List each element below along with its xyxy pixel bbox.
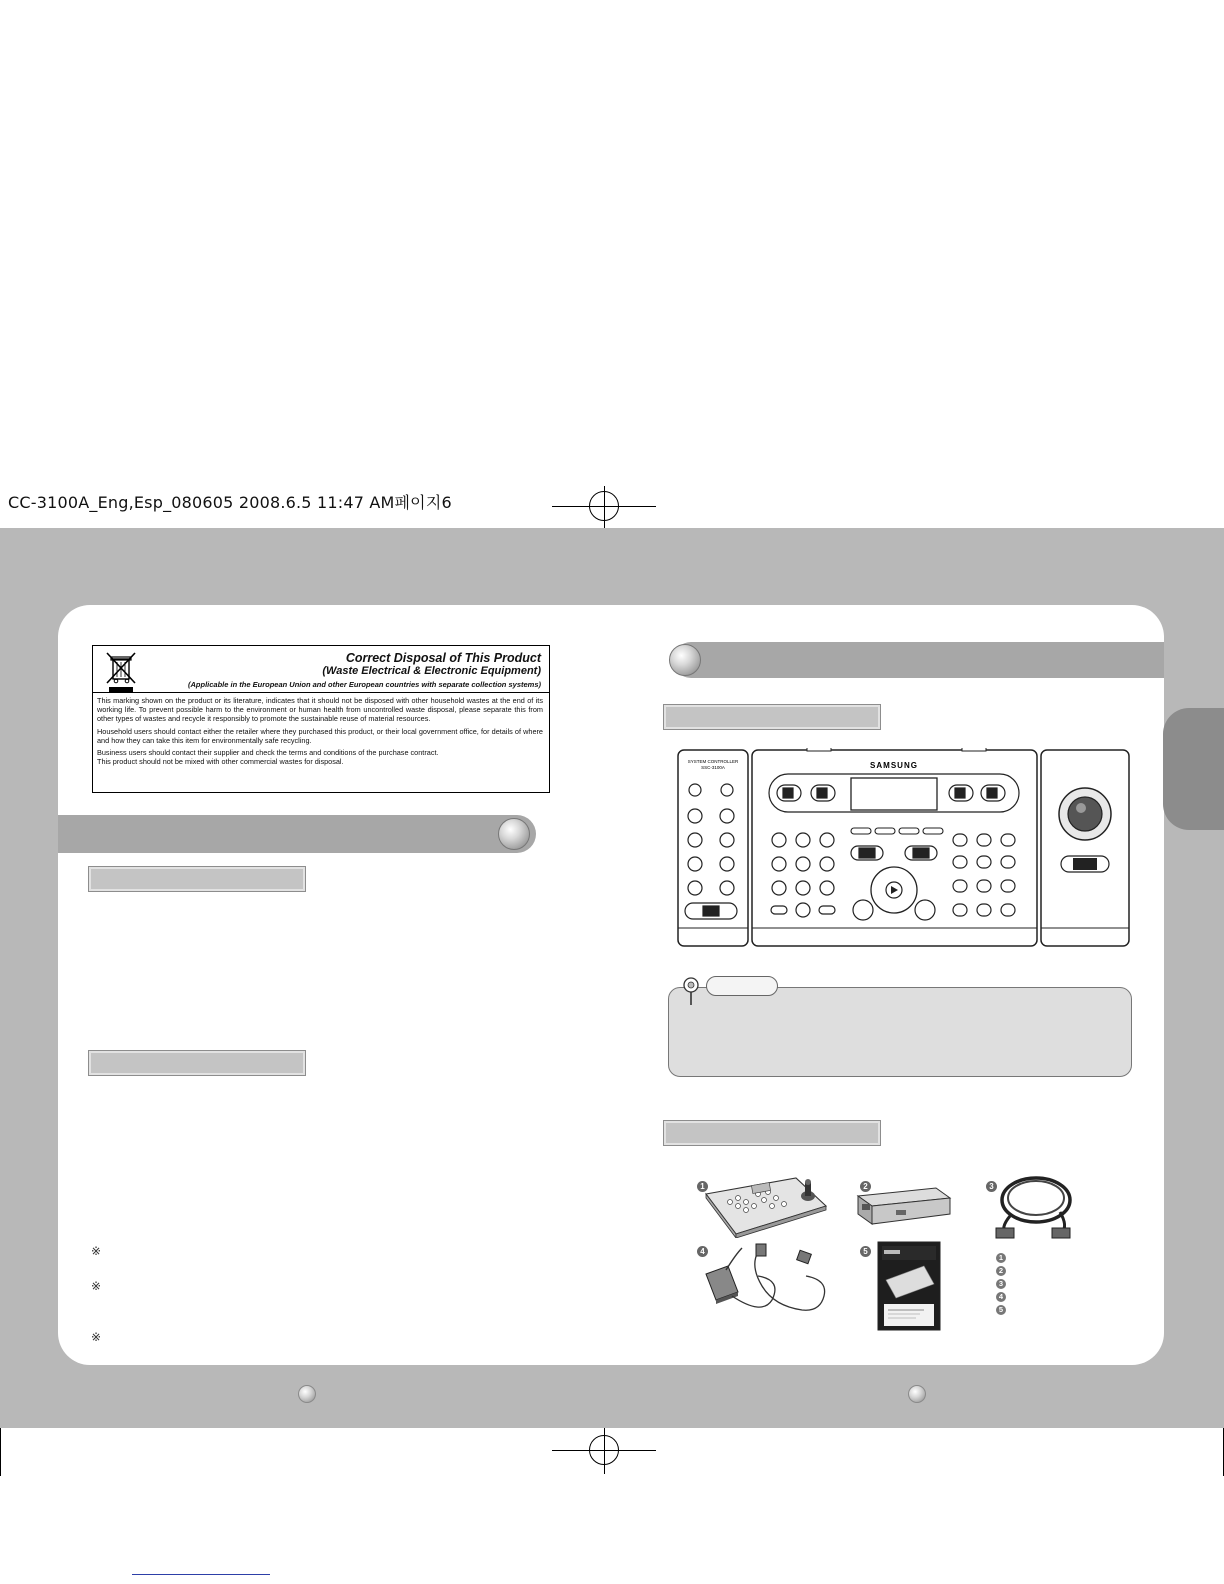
legend-bullet: 4 [996,1292,1006,1302]
controller-keyboard-image [700,1176,828,1238]
controller-front-illustration [677,748,1131,948]
controller-model-line1: SYSTEM CONTROLLER [687,759,739,764]
user-manual-image [876,1240,942,1332]
legend-bullet: 1 [996,1253,1006,1263]
weee-subtitle: (Waste Electrical & Electronic Equipment) [322,665,541,677]
controller-model-line2: SSC-3100A [701,765,725,770]
connection-box-image [852,1184,954,1228]
page-number-ball-left [298,1385,316,1403]
weee-paragraph: This marking shown on the product or its literature, indicates that it should not be disposed with other household wastes at the end of its working life. To prevent possible harm to the environment or human health from uncontrolled waste disposal, please separate this from other types of wastes and recycle it responsibly to promote the sustainable reuse of material resources. [97,696,543,724]
subsection-header-1 [88,866,306,892]
section-header-right [673,642,1164,678]
accessory-number: 2 [860,1181,871,1192]
subsection-header-2 [88,1050,306,1076]
note-mark: ※ [91,1330,102,1344]
accessory-number: 1 [697,1181,708,1192]
weee-body [97,696,543,769]
bottom-rule [132,1574,270,1575]
weee-disposal-notice [92,645,550,793]
legend-bullet: 2 [996,1266,1006,1276]
pushpin-icon [682,976,700,1006]
subsection-header-3 [663,704,881,730]
accessory-number: 3 [986,1181,997,1192]
controller-brand: SAMSUNG [870,761,918,770]
note-box [668,987,1132,1077]
legend-bullet: 3 [996,1279,1006,1289]
registration-mark-bottom [589,1435,619,1465]
power-adapter-image [702,1240,832,1320]
weee-applicability: (Applicable in the European Union and other European countries with separate collection systems) [188,680,541,689]
section-ball-icon [669,644,701,676]
print-slug: CC-3100A_Eng,Esp_080605 2008.6.5 11:47 AM페이지6 [8,493,452,512]
crossed-bin-icon [101,651,141,693]
chapter-tab [1163,708,1224,830]
page-number-ball-right [908,1385,926,1403]
legend-bullet: 5 [996,1305,1006,1315]
registration-mark-top [589,491,619,521]
weee-divider [93,692,549,693]
note-mark: ※ [91,1279,102,1293]
section-ball-icon [498,818,530,850]
note-label [706,976,778,996]
weee-paragraph: Business users should contact their supplier and check the terms and conditions of the purchase contract. [97,748,439,758]
weee-paragraph: Household users should contact either the retailer where they purchased this product, or their local government office, for details of where and how they can take this item for environmentally safe recycling. [97,726,543,745]
section-header-left [58,815,536,853]
weee-title: Correct Disposal of This Product [345,651,541,665]
weee-paragraph: This product should not be mixed with other commercial wastes for disposal. [97,757,344,767]
note-mark: ※ [91,1244,102,1258]
subsection-header-4 [663,1120,881,1146]
crop-mark-left-bottom [0,1428,1,1476]
accessory-number: 4 [697,1246,708,1257]
accessory-number: 5 [860,1246,871,1257]
cable-image [990,1172,1078,1242]
